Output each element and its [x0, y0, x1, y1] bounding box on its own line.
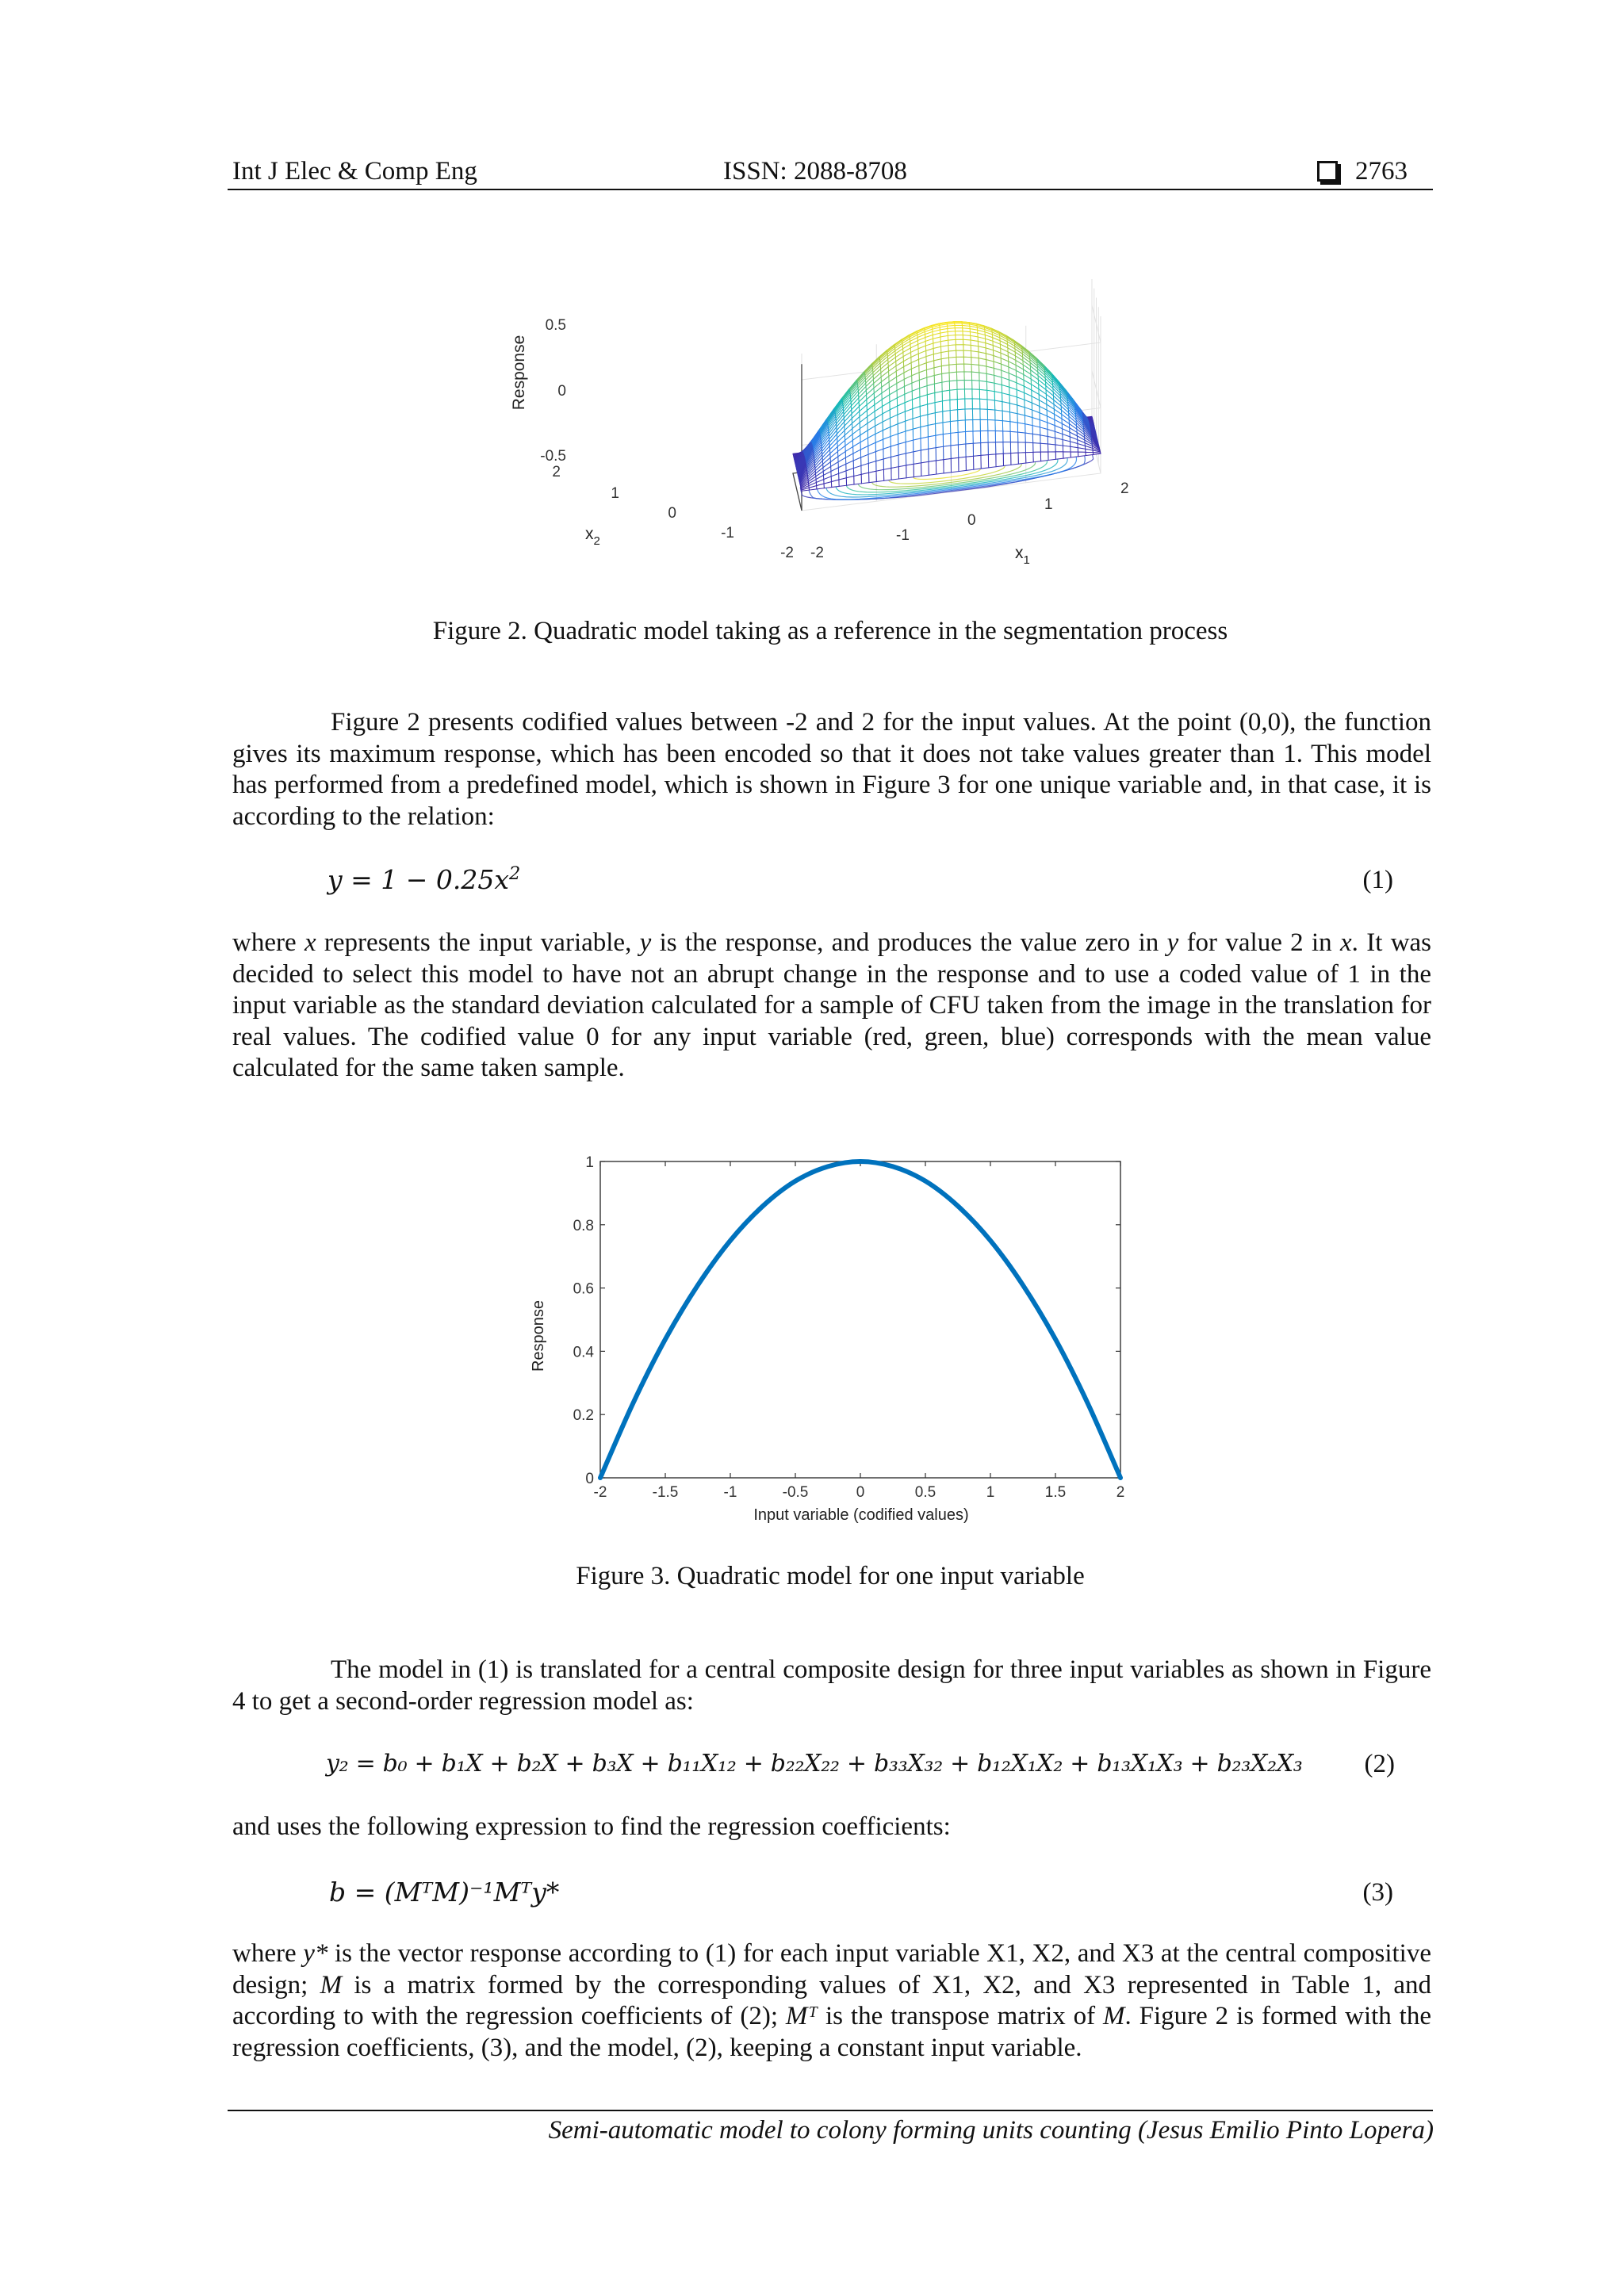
mesh-cell [1093, 453, 1101, 455]
mesh-cell [988, 430, 996, 442]
y-tick-label: 0.6 [573, 1280, 594, 1298]
x1-axis-label: $x_1$ [1015, 544, 1030, 567]
x2-tick-label: 1 [611, 485, 619, 502]
mesh-cell [891, 455, 899, 468]
mesh-cell [951, 445, 959, 459]
mesh-cell [988, 442, 996, 455]
x-tick-label: -1.5 [652, 1484, 679, 1501]
mesh-cell [898, 442, 906, 456]
mesh-cell [1018, 453, 1026, 464]
mesh-cell [979, 381, 987, 390]
mesh-cell [1063, 452, 1071, 458]
mesh-cell [906, 440, 914, 453]
mesh-cell [1011, 453, 1019, 465]
mesh-cell [980, 419, 988, 430]
equation-2-expression: y₂ = b₀ + b₁X + b₂X + b₃X + b₁₁X₁₂ + b₂₂X₂₂ + b₃₃X₃₂ + b₁₂X₁X₂ + b₁₃X₁X₃ + b₂₃X₂X₃ [326, 1750, 1303, 1777]
page-number-group [1317, 155, 1408, 187]
mesh-cell [854, 474, 862, 484]
mesh-cell [936, 460, 944, 474]
mesh-cell [921, 461, 929, 476]
mesh-cell [1071, 452, 1078, 457]
equation-2-number: (2) [1364, 1750, 1395, 1778]
z-axis-label: Response [510, 335, 528, 411]
mesh-cell [995, 410, 1003, 421]
mesh-cell [950, 389, 958, 400]
mesh-cell [981, 455, 989, 469]
mesh-cell [1033, 452, 1041, 462]
mesh-cell [949, 381, 957, 390]
mesh-cell [942, 400, 950, 411]
mesh-cell [949, 372, 957, 381]
paragraph-4: and uses the following expression to find the regression coefficients: [232, 1812, 951, 1841]
mesh-cell [948, 357, 956, 365]
mesh-cell [1017, 414, 1025, 424]
mesh-cell [1040, 443, 1048, 452]
running-footer: Semi-automatic model to colony forming units counting (Jesus Emilio Pinto Lopera) [548, 2116, 1434, 2145]
mesh-cell [973, 431, 981, 444]
x-tick-label: -1 [723, 1484, 737, 1501]
mesh-cell [839, 478, 847, 487]
mesh-cell [929, 448, 936, 462]
equation-1-expression: $y = 1 - 0.25x^2$ [327, 863, 521, 895]
mesh-cell [898, 465, 906, 479]
x2-axis-label: $x_2$ [585, 525, 600, 548]
mesh-cell [1003, 431, 1011, 442]
mesh-cell [994, 400, 1002, 411]
mesh-cell [1033, 443, 1041, 453]
mesh-cell [942, 390, 950, 401]
mesh-cell [1003, 442, 1011, 454]
paragraph-2: where x represents the input variable, y is the response, and produces the value zero in y for value 2 in x. It was decided to select this model to have not an abrupt change in the response and to use a coded value of 1 in the input variable as the standard deviation calculated for a sample of CFU taken from the image in the translation for real values. The codified value 0 for any input variable (red, green, blue) corresponds with the mean value calculated for the same taken sample. [232, 928, 1432, 1082]
mesh-cell [944, 458, 952, 473]
x-tick-label: 1 [986, 1484, 995, 1501]
mesh-cell [994, 392, 1002, 402]
mesh-cell [996, 442, 1004, 454]
mesh-cell [958, 420, 966, 432]
mesh-cell [914, 463, 921, 477]
mesh-cell [914, 450, 921, 464]
x-tick-label: 0 [856, 1484, 865, 1501]
mesh-cell [1018, 432, 1026, 442]
mesh-cell [943, 433, 951, 446]
x2-tick-label: 2 [552, 464, 561, 480]
y-tick-labels [573, 1154, 595, 1487]
mesh-cell [1048, 437, 1055, 445]
mesh-cell [963, 350, 971, 358]
mesh-cell [914, 438, 921, 452]
x1-tick-label: 1 [1044, 496, 1053, 513]
mesh-cell [1078, 452, 1086, 457]
mesh-cell [942, 373, 950, 382]
mesh-cell [966, 456, 974, 470]
mesh-cell [1055, 452, 1063, 459]
header-rule [228, 189, 1433, 190]
mesh-cell [1010, 422, 1018, 432]
mesh-cell [996, 453, 1004, 466]
y-tick-label: 0.4 [573, 1344, 594, 1361]
mesh-cell [898, 453, 906, 467]
z-tick-label: 0 [557, 383, 566, 400]
mesh-cell [1063, 446, 1071, 452]
mesh-cell [921, 437, 929, 450]
paragraph-1: Figure 2 presents codified values between -2 and 2 for the input values. At the point (0,0), the function gives its maximum response, which has been encoded so that it does not take values greater than 1. This model has performed from a predefined model, which is shown in Figure 3 for one unique variable and, in that case, it is according to the relation: [232, 708, 1431, 831]
mesh-cell [963, 345, 971, 351]
mesh-cell [950, 400, 958, 411]
mesh-cell [956, 345, 963, 350]
mesh-cell [943, 422, 951, 434]
y-tick-label: 0.2 [573, 1407, 594, 1425]
mesh-cell [936, 434, 944, 448]
y-tick-label: 0 [585, 1471, 594, 1487]
mesh-cell [958, 444, 966, 457]
mesh-cell [958, 432, 966, 445]
mesh-cell [972, 399, 980, 409]
mesh-cell [928, 435, 936, 449]
mesh-cell [949, 364, 957, 373]
issn: ISSN: 2088-8708 [723, 157, 907, 186]
mesh-cell [948, 350, 956, 358]
mesh-cell [948, 345, 956, 351]
mesh-cell [959, 457, 967, 471]
x-tick-label: 1.5 [1044, 1484, 1067, 1501]
mesh-cell [995, 431, 1003, 442]
figure-2-surface-plot [492, 214, 1158, 579]
x1-tick-label: -2 [810, 545, 824, 561]
mesh-cell [995, 420, 1003, 431]
mesh-cell [1002, 421, 1010, 432]
mesh-cell [1032, 434, 1040, 443]
page-number: 2763 [1355, 157, 1408, 186]
mesh-cell [1025, 452, 1033, 463]
mesh-cell [951, 432, 959, 446]
mesh-cell [987, 409, 995, 420]
mesh-cell [979, 373, 987, 381]
x-tick-label: -0.5 [782, 1484, 809, 1501]
equation-1-number: (1) [1362, 866, 1393, 894]
mesh-cell [958, 409, 966, 421]
equation-3-number: (3) [1362, 1878, 1393, 1907]
mesh-cell [981, 442, 989, 455]
mesh-cell [1003, 453, 1011, 466]
mesh-cell [964, 380, 972, 388]
mesh-cell [971, 365, 979, 373]
mesh-cell [935, 392, 943, 403]
mesh-cell [957, 399, 965, 410]
mesh-cell [936, 423, 944, 435]
mesh-cell [971, 358, 979, 365]
mesh-cell [964, 372, 972, 381]
paragraph-5: where y* is the vector response according to (1) for each input variable X1, X2, and X3 at the central compositive design; M is a matrix formed by the corresponding values of X1, X2, and X3 represented in Table 1, and according to with the regression coefficients of (2); Mᵀ is the transpose matrix of M. Figure 2 is formed with the regression coefficients, (3), and the model, (2), keeping a constant input variable. [232, 1939, 1431, 2062]
x1-tick-label: 0 [967, 512, 976, 529]
mesh-cell [987, 390, 995, 400]
mesh-cell [957, 389, 965, 400]
mesh-cell [944, 446, 952, 460]
mesh-cell [956, 339, 963, 345]
mesh-cell [1018, 442, 1026, 453]
mesh-cell [956, 331, 963, 335]
mesh-cell [974, 455, 982, 469]
mesh-cell [876, 459, 884, 471]
mesh-cell [988, 454, 996, 468]
mesh-cell [963, 357, 971, 364]
mesh-cell [1002, 402, 1010, 412]
y-tick-label: 0.8 [573, 1217, 594, 1234]
mesh-cell [980, 409, 988, 420]
figure-3-caption: Figure 3. Quadratic model for one input variable [576, 1562, 1085, 1590]
mesh-cell [956, 364, 964, 372]
mesh-cell [1086, 452, 1094, 455]
mesh-cell [980, 430, 988, 442]
mesh-cell [883, 468, 891, 480]
mesh-cell [971, 372, 979, 381]
mesh-cell [979, 389, 987, 400]
mesh-cell [1040, 452, 1048, 461]
mesh-cell [906, 464, 914, 477]
mesh-cell [861, 473, 869, 484]
mesh-cell [951, 457, 959, 472]
mesh-cell [950, 410, 958, 422]
mesh-cell [1048, 452, 1056, 461]
mesh-cell [950, 421, 958, 434]
z-tick-label: -0.5 [540, 448, 566, 465]
mesh-cell [973, 443, 981, 457]
mesh-cell [972, 389, 980, 399]
mesh-cell [1040, 435, 1048, 444]
mesh-cell [921, 449, 929, 463]
paragraph-3: The model in (1) is translated for a central composite design for three input variables as shown in Figure 4 to get a second-order regression model as: [232, 1655, 1431, 1716]
mesh-cell [1010, 442, 1018, 453]
mesh-cell [966, 431, 974, 444]
mesh-cell [986, 381, 994, 391]
x-tick-label: 2 [1116, 1484, 1125, 1501]
mesh-cell [869, 471, 877, 482]
mesh-cell [1025, 424, 1033, 434]
y-tick-label: 1 [585, 1154, 594, 1171]
x-tick-label: 0.5 [914, 1484, 936, 1501]
mesh-cell [1055, 445, 1063, 452]
mesh-cell [972, 409, 980, 420]
journal-name: Int J Elec & Comp Eng [232, 157, 477, 186]
mesh-cell [928, 424, 936, 437]
mesh-cell [1010, 431, 1018, 442]
x-tick-label: -2 [593, 1484, 607, 1501]
equation-2 [232, 1747, 1431, 1785]
mesh-cell [964, 364, 972, 372]
mesh-cell [965, 399, 973, 409]
mesh-cell [942, 381, 950, 392]
mesh-cell [935, 401, 943, 413]
mesh-cell [963, 339, 971, 345]
mesh-cell [921, 426, 929, 438]
mesh-cell [929, 461, 936, 475]
mesh-cell [1002, 411, 1010, 421]
equation-3 [232, 1875, 1431, 1913]
x2-tick-label: -2 [780, 545, 794, 561]
x-tick-labels [594, 1484, 1125, 1501]
mesh-cell [987, 400, 995, 410]
mesh-cell [906, 452, 914, 465]
mesh-cell [936, 446, 944, 461]
mesh-cell [883, 457, 891, 469]
equation-3-expression: b = (MᵀM)⁻¹Mᵀy* [329, 1877, 560, 1908]
mesh-cell [955, 328, 963, 331]
x-axis-label: Input variable (codified values) [753, 1506, 969, 1524]
mesh-cell [956, 372, 964, 381]
mesh-cell [1032, 426, 1040, 435]
mesh-cell [1071, 446, 1078, 452]
mesh-cell [1010, 412, 1018, 423]
x1-tick-label: -1 [896, 527, 910, 544]
z-tick-label: 0.5 [545, 317, 566, 334]
mesh-cell [846, 476, 854, 486]
mesh-cell [957, 380, 965, 389]
equation-1 [232, 863, 1431, 901]
x2-tick-label: -1 [721, 525, 734, 541]
mesh-cell [1017, 423, 1025, 433]
mesh-cell [928, 413, 936, 426]
figure-2-caption: Figure 2. Quadratic model taking as a reference in the segmentation process [432, 617, 1228, 645]
x1-tick-label: 2 [1120, 480, 1129, 497]
mesh-cell [956, 335, 963, 340]
mesh-cell [980, 399, 988, 409]
mesh-cell [876, 469, 884, 481]
mesh-cell [988, 419, 996, 430]
figure-3-line-chart [523, 1142, 1142, 1530]
mesh-cell [943, 411, 951, 423]
mesh-cell [966, 443, 974, 457]
mesh-cell [964, 389, 972, 399]
mesh-cell [973, 419, 981, 431]
mesh-cell [965, 419, 973, 431]
mesh-cell [972, 381, 980, 390]
mesh-cell [891, 467, 899, 480]
x2-tick-label: 0 [668, 505, 676, 522]
mesh-cell [935, 411, 943, 424]
mesh-cell [913, 427, 921, 440]
square-bullet-icon [1317, 161, 1338, 182]
mesh-cell [1025, 442, 1033, 453]
mesh-cell [956, 350, 964, 357]
mesh-cell [1048, 444, 1055, 452]
footer-rule [228, 2110, 1433, 2111]
mesh-cell [1025, 433, 1033, 442]
mesh-cell [956, 357, 964, 364]
mesh-cell [965, 409, 973, 420]
y-axis-label: Response [530, 1299, 547, 1372]
